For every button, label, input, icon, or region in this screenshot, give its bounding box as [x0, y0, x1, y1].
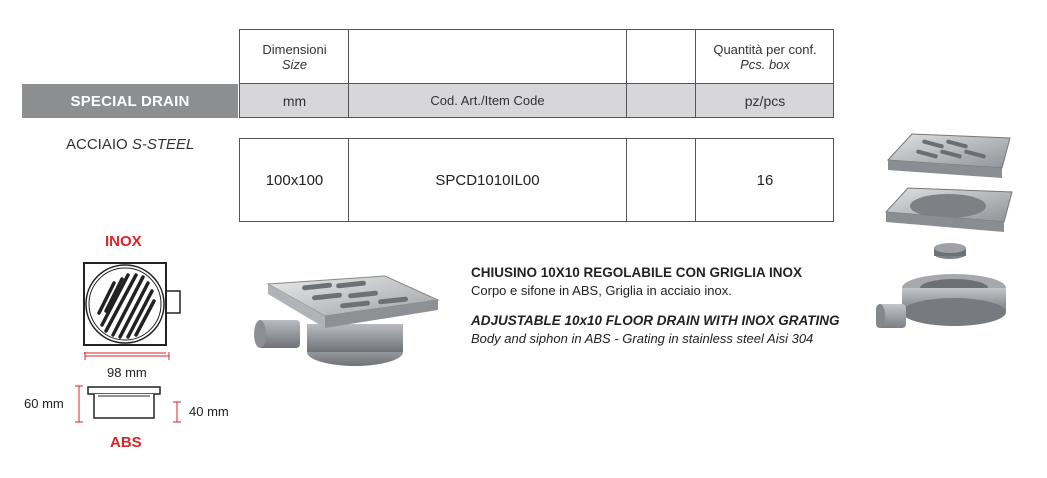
description-en-body: Body and siphon in ABS - Grating in stainless steel Aisi 304 [471, 331, 814, 346]
table-header-bottom [239, 83, 834, 118]
pz-pcs-label: pz/pcs [744, 92, 786, 109]
header-quantita [696, 30, 834, 83]
height-dim: 60 mm [24, 396, 64, 411]
description-en-title: ADJUSTABLE 10x10 FLOOR DRAIN WITH INOX GRATING [471, 313, 840, 328]
pcs-box-label: Pcs. box [740, 56, 790, 72]
dimensioni-label: Dimensioni [262, 41, 327, 57]
quantita-label: Quantità per conf. [713, 41, 817, 57]
description-it-title: CHIUSINO 10X10 REGOLABILE CON GRIGLIA INOX [471, 265, 803, 280]
width-dim-line [84, 352, 170, 360]
product-qty: 16 [756, 171, 774, 189]
item-code-label: Cod. Art./Item Code [430, 93, 545, 108]
drain-product-image [240, 262, 445, 372]
exploded-view-image [876, 128, 1026, 348]
mm-label: mm [282, 92, 307, 109]
category-title: SPECIAL DRAIN [22, 84, 238, 118]
material-it: ACCIAIO [66, 136, 128, 153]
depth-dim: 40 mm [189, 404, 229, 419]
table-header-top [239, 29, 834, 84]
material-en: S-STEEL [131, 136, 195, 153]
side-view-drawing [70, 384, 182, 426]
width-dim: 98 mm [107, 365, 147, 380]
size-label: Size [281, 56, 308, 72]
description-it-body: Corpo e sifone in ABS, Griglia in acciaio inox. [471, 283, 732, 298]
abs-label: ABS [110, 434, 142, 451]
top-view-drawing [66, 255, 192, 355]
header-dimensioni [240, 30, 349, 83]
material-label [66, 136, 194, 153]
inox-label: INOX [105, 233, 142, 250]
product-code: SPCD1010IL00 [435, 171, 540, 189]
product-size: 100x100 [265, 171, 324, 189]
description-block [471, 265, 840, 346]
product-row [239, 138, 834, 222]
